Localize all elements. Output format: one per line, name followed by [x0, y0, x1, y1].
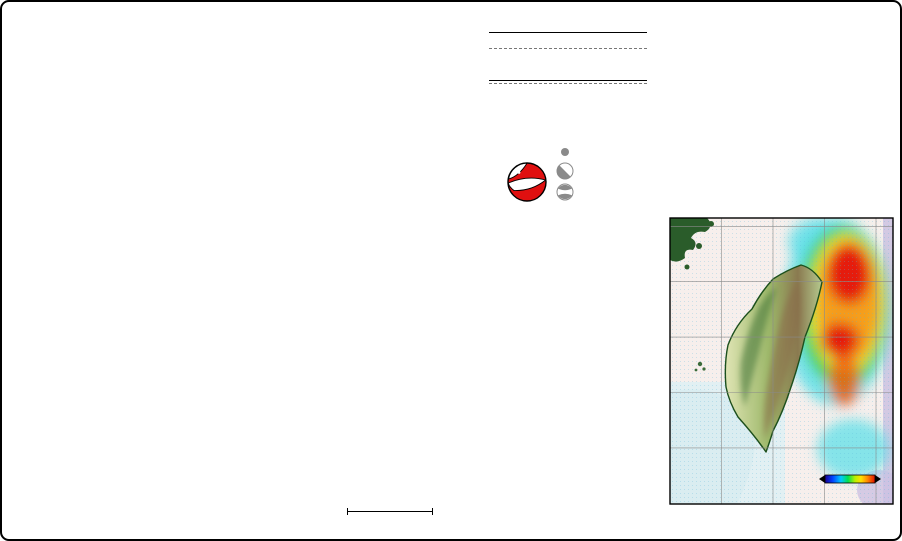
dc-legend-item	[555, 162, 645, 180]
plane2-row	[489, 64, 647, 79]
plane1-row	[489, 48, 647, 64]
mr-colorbar	[819, 475, 881, 483]
misfit-reduction-chart	[647, 52, 902, 217]
col-strike	[537, 33, 571, 48]
col-dip	[571, 33, 599, 48]
misfit-legend	[438, 513, 442, 522]
fault-plane-table	[489, 32, 647, 84]
best-fit-solution-panel	[489, 14, 647, 212]
clvd-legend-item	[555, 183, 645, 201]
time-scale-bar	[347, 511, 433, 512]
dc-icon	[555, 162, 575, 180]
col-rake	[599, 33, 633, 48]
focal-mechanism-beachball	[505, 160, 549, 204]
iso-icon	[555, 145, 575, 159]
map-base	[670, 218, 901, 510]
clvd-icon	[555, 183, 575, 201]
moment-components-legend	[555, 145, 645, 204]
iso-legend-item	[555, 145, 645, 159]
taiwan-misfit-map	[647, 212, 902, 524]
